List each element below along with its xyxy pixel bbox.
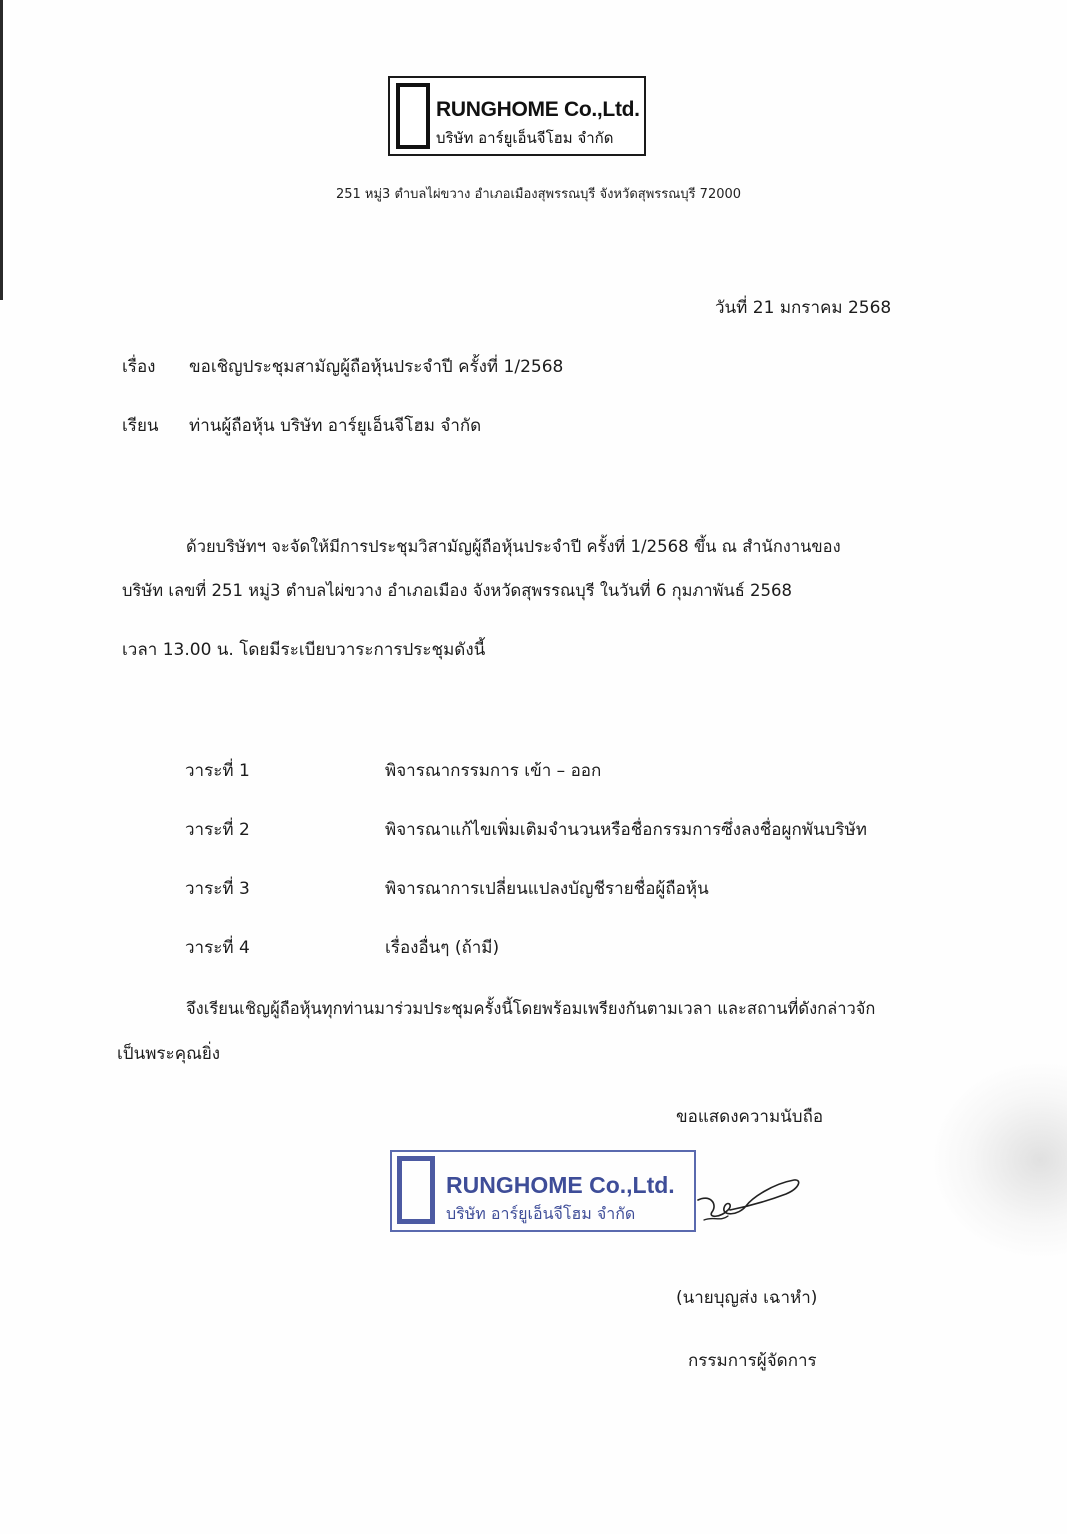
body-line-3: เวลา 13.00 น. โดยมีระเบียบวาระการประชุมดังนี้ — [122, 640, 486, 660]
signature-icon — [690, 1170, 810, 1240]
stamp-box-icon — [397, 1156, 435, 1224]
logo-box-icon — [396, 83, 430, 149]
agenda-label-4: วาระที่ 4 — [185, 938, 250, 958]
agenda-label-3: วาระที่ 3 — [185, 879, 250, 899]
signer-name: (นายบุญส่ง เฉาหำ) — [676, 1288, 818, 1308]
recipient-text: ท่านผู้ถือหุ้น บริษัท อาร์ยูเอ็นจีโฮม จำกัด — [189, 416, 482, 436]
agenda-label-2: วาระที่ 2 — [185, 820, 250, 840]
company-stamp — [390, 1150, 710, 1240]
scan-shadow — [930, 1060, 1067, 1260]
logo-english-name: RUNGHOME Co.,Ltd. — [436, 98, 640, 121]
closing-line-2: เป็นพระคุณยิ่ง — [117, 1044, 221, 1064]
agenda-text-1: พิจารณากรรมการ เข้า – ออก — [385, 761, 602, 781]
agenda-text-4: เรื่องอื่นๆ (ถ้ามี) — [385, 938, 500, 958]
scan-edge — [0, 0, 3, 300]
closing-regards: ขอแสดงความนับถือ — [676, 1107, 824, 1127]
agenda-label-1: วาระที่ 1 — [185, 761, 250, 781]
agenda-text-3: พิจารณาการเปลี่ยนแปลงบัญชีรายชื่อผู้ถือหุ้น — [385, 879, 709, 899]
body-line-2: บริษัท เลขที่ 251 หมู่3 ตำบลไผ่ขวาง อำเภอเมือง จังหวัดสุพรรณบุรี ในวันที่ 6 กุมภาพันธ์ 2568 — [122, 581, 793, 600]
agenda-text-2: พิจารณาแก้ไขเพิ่มเติมจำนวนหรือชื่อกรรมการซึ่งลงชื่อผูกพันบริษัท — [385, 820, 867, 840]
stamp-thai-name: บริษัท อาร์ยูเอ็นจีโฮม จำกัด — [446, 1204, 636, 1223]
company-address: 251 หมู่3 ตำบลไผ่ขวาง อำเภอเมืองสุพรรณบุรี จังหวัดสุพรรณบุรี 72000 — [335, 187, 742, 202]
recipient-label: เรียน — [122, 416, 159, 436]
stamp-english-name: RUNGHOME Co.,Ltd. — [446, 1172, 675, 1198]
closing-line-1: จึงเรียนเชิญผู้ถือหุ้นทุกท่านมาร่วมประชุมครั้งนี้โดยพร้อมเพรียงกันตามเวลา และสถานที่ดังกล่าวจัก — [186, 999, 876, 1018]
subject-label: เรื่อง — [122, 357, 156, 377]
logo-thai-name: บริษัท อาร์ยูเอ็นจีโฮม จำกัด — [436, 129, 614, 147]
letter-date: วันที่ 21 มกราคม 2568 — [715, 298, 892, 318]
signer-title: กรรมการผู้จัดการ — [688, 1351, 817, 1371]
body-line-1: ด้วยบริษัทฯ จะจัดให้มีการประชุมวิสามัญผู้ถือหุ้นประจำปี ครั้งที่ 1/2568 ขึ้น ณ สำนักงานของ — [186, 537, 841, 556]
company-logo — [388, 76, 646, 156]
subject-text: ขอเชิญประชุมสามัญผู้ถือหุ้นประจำปี ครั้งที่ 1/2568 — [189, 357, 564, 377]
